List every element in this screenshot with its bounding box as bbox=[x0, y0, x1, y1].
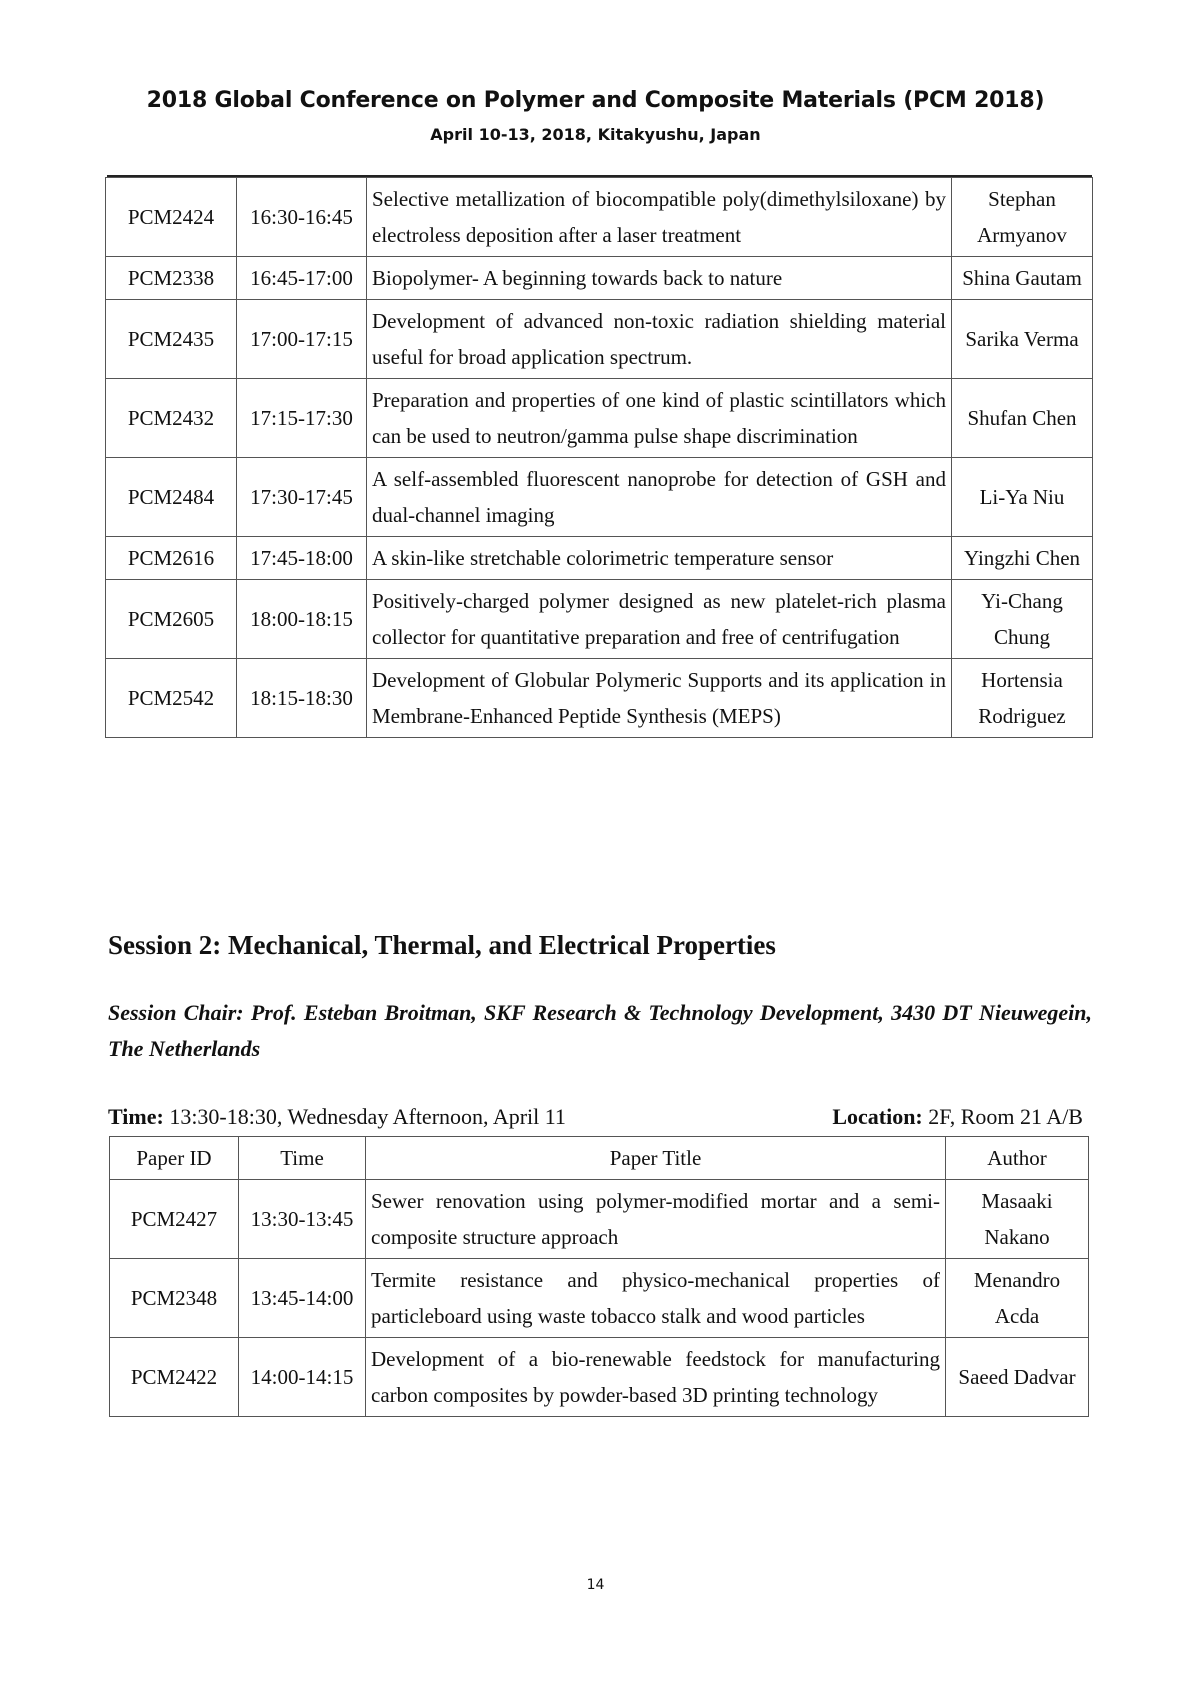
conference-title: 2018 Global Conference on Polymer and Composite Materials (PCM 2018) bbox=[146, 88, 1045, 113]
paper-id-cell: PCM2424 bbox=[106, 178, 237, 257]
author-cell: Menandro Acda bbox=[946, 1259, 1089, 1338]
page-number: 14 bbox=[586, 1577, 605, 1593]
author-cell: Saeed Dadvar bbox=[946, 1338, 1089, 1417]
header-time: Time bbox=[239, 1137, 366, 1180]
session-time-location bbox=[108, 1104, 1083, 1130]
paper-id-cell: PCM2435 bbox=[106, 300, 237, 379]
paper-title-cell: Development of advanced non-toxic radiation shielding material useful for broad application spectrum. bbox=[367, 300, 952, 379]
table-row bbox=[110, 1259, 1089, 1338]
author-cell: Masaaki Nakano bbox=[946, 1180, 1089, 1259]
location-label: Location: bbox=[832, 1104, 923, 1129]
time-cell: 17:45-18:00 bbox=[237, 537, 367, 580]
author-cell: Hortensia Rodriguez bbox=[952, 659, 1093, 738]
paper-title-cell: Biopolymer- A beginning towards back to nature bbox=[367, 257, 952, 300]
table-row bbox=[106, 580, 1093, 659]
location-info bbox=[832, 1104, 1083, 1130]
schedule-table-session-1 bbox=[105, 177, 1093, 738]
session-chair: Session Chair: Prof. Esteban Broitman, SKF Research & Technology Development, 3430 DT Nieuwegein, The Netherlands bbox=[108, 1000, 1092, 1061]
table-row bbox=[106, 379, 1093, 458]
table-row bbox=[106, 458, 1093, 537]
table-row bbox=[106, 300, 1093, 379]
paper-id-cell: PCM2427 bbox=[110, 1180, 239, 1259]
paper-title-cell: Preparation and properties of one kind of plastic scintillators which can be used to neutron/gamma pulse shape discrimination bbox=[367, 379, 952, 458]
paper-title-cell: Positively-charged polymer designed as new platelet-rich plasma collector for quantitative preparation and free of centrifugation bbox=[367, 580, 952, 659]
table-row bbox=[106, 257, 1093, 300]
table-row bbox=[106, 659, 1093, 738]
header-paper-id: Paper ID bbox=[110, 1137, 239, 1180]
header-author: Author bbox=[946, 1137, 1089, 1180]
time-cell: 16:30-16:45 bbox=[237, 178, 367, 257]
author-cell: Yi-Chang Chung bbox=[952, 580, 1093, 659]
time-info bbox=[108, 1104, 566, 1129]
table-row bbox=[110, 1338, 1089, 1417]
time-label: Time: bbox=[108, 1104, 164, 1129]
table-row bbox=[110, 1180, 1089, 1259]
paper-id-cell: PCM2348 bbox=[110, 1259, 239, 1338]
paper-id-cell: PCM2616 bbox=[106, 537, 237, 580]
paper-id-cell: PCM2338 bbox=[106, 257, 237, 300]
paper-id-cell: PCM2422 bbox=[110, 1338, 239, 1417]
time-cell: 13:30-13:45 bbox=[239, 1180, 366, 1259]
paper-id-cell: PCM2484 bbox=[106, 458, 237, 537]
paper-id-cell: PCM2432 bbox=[106, 379, 237, 458]
time-cell: 13:45-14:00 bbox=[239, 1259, 366, 1338]
author-cell: Sarika Verma bbox=[952, 300, 1093, 379]
time-cell: 17:15-17:30 bbox=[237, 379, 367, 458]
time-cell: 17:30-17:45 bbox=[237, 458, 367, 537]
author-cell: Li-Ya Niu bbox=[952, 458, 1093, 537]
paper-title-cell: A skin-like stretchable colorimetric temperature sensor bbox=[367, 537, 952, 580]
session-heading: Session 2: Mechanical, Thermal, and Electrical Properties bbox=[108, 930, 776, 960]
time-cell: 14:00-14:15 bbox=[239, 1338, 366, 1417]
table-row bbox=[106, 178, 1093, 257]
paper-title-cell: Termite resistance and physico-mechanical properties of particleboard using waste tobacco stalk and wood particles bbox=[366, 1259, 946, 1338]
schedule-table-session-2 bbox=[109, 1136, 1089, 1417]
author-cell: Shina Gautam bbox=[952, 257, 1093, 300]
paper-title-cell: Development of Globular Polymeric Supports and its application in Membrane-Enhanced Peptide Synthesis (MEPS) bbox=[367, 659, 952, 738]
header-paper-title: Paper Title bbox=[366, 1137, 946, 1180]
paper-id-cell: PCM2605 bbox=[106, 580, 237, 659]
time-cell: 16:45-17:00 bbox=[237, 257, 367, 300]
paper-title-cell: Development of a bio-renewable feedstock for manufacturing carbon composites by powder-based 3D printing technology bbox=[366, 1338, 946, 1417]
paper-title-cell: Sewer renovation using polymer-modified mortar and a semi-composite structure approach bbox=[366, 1180, 946, 1259]
paper-title-cell: A self-assembled fluorescent nanoprobe for detection of GSH and dual-channel imaging bbox=[367, 458, 952, 537]
author-cell: Stephan Armyanov bbox=[952, 178, 1093, 257]
time-cell: 18:15-18:30 bbox=[237, 659, 367, 738]
table-header-row bbox=[110, 1137, 1089, 1180]
paper-id-cell: PCM2542 bbox=[106, 659, 237, 738]
paper-title-cell: Selective metallization of biocompatible poly(dimethylsiloxane) by electroless deposition after a laser treatment bbox=[367, 178, 952, 257]
time-cell: 17:00-17:15 bbox=[237, 300, 367, 379]
table-row bbox=[106, 537, 1093, 580]
time-cell: 18:00-18:15 bbox=[237, 580, 367, 659]
author-cell: Yingzhi Chen bbox=[952, 537, 1093, 580]
conference-dates-location: April 10-13, 2018, Kitakyushu, Japan bbox=[430, 125, 761, 144]
time-value: 13:30-18:30, Wednesday Afternoon, April 11 bbox=[163, 1104, 566, 1129]
author-cell: Shufan Chen bbox=[952, 379, 1093, 458]
location-value: 2F, Room 21 A/B bbox=[922, 1104, 1083, 1129]
